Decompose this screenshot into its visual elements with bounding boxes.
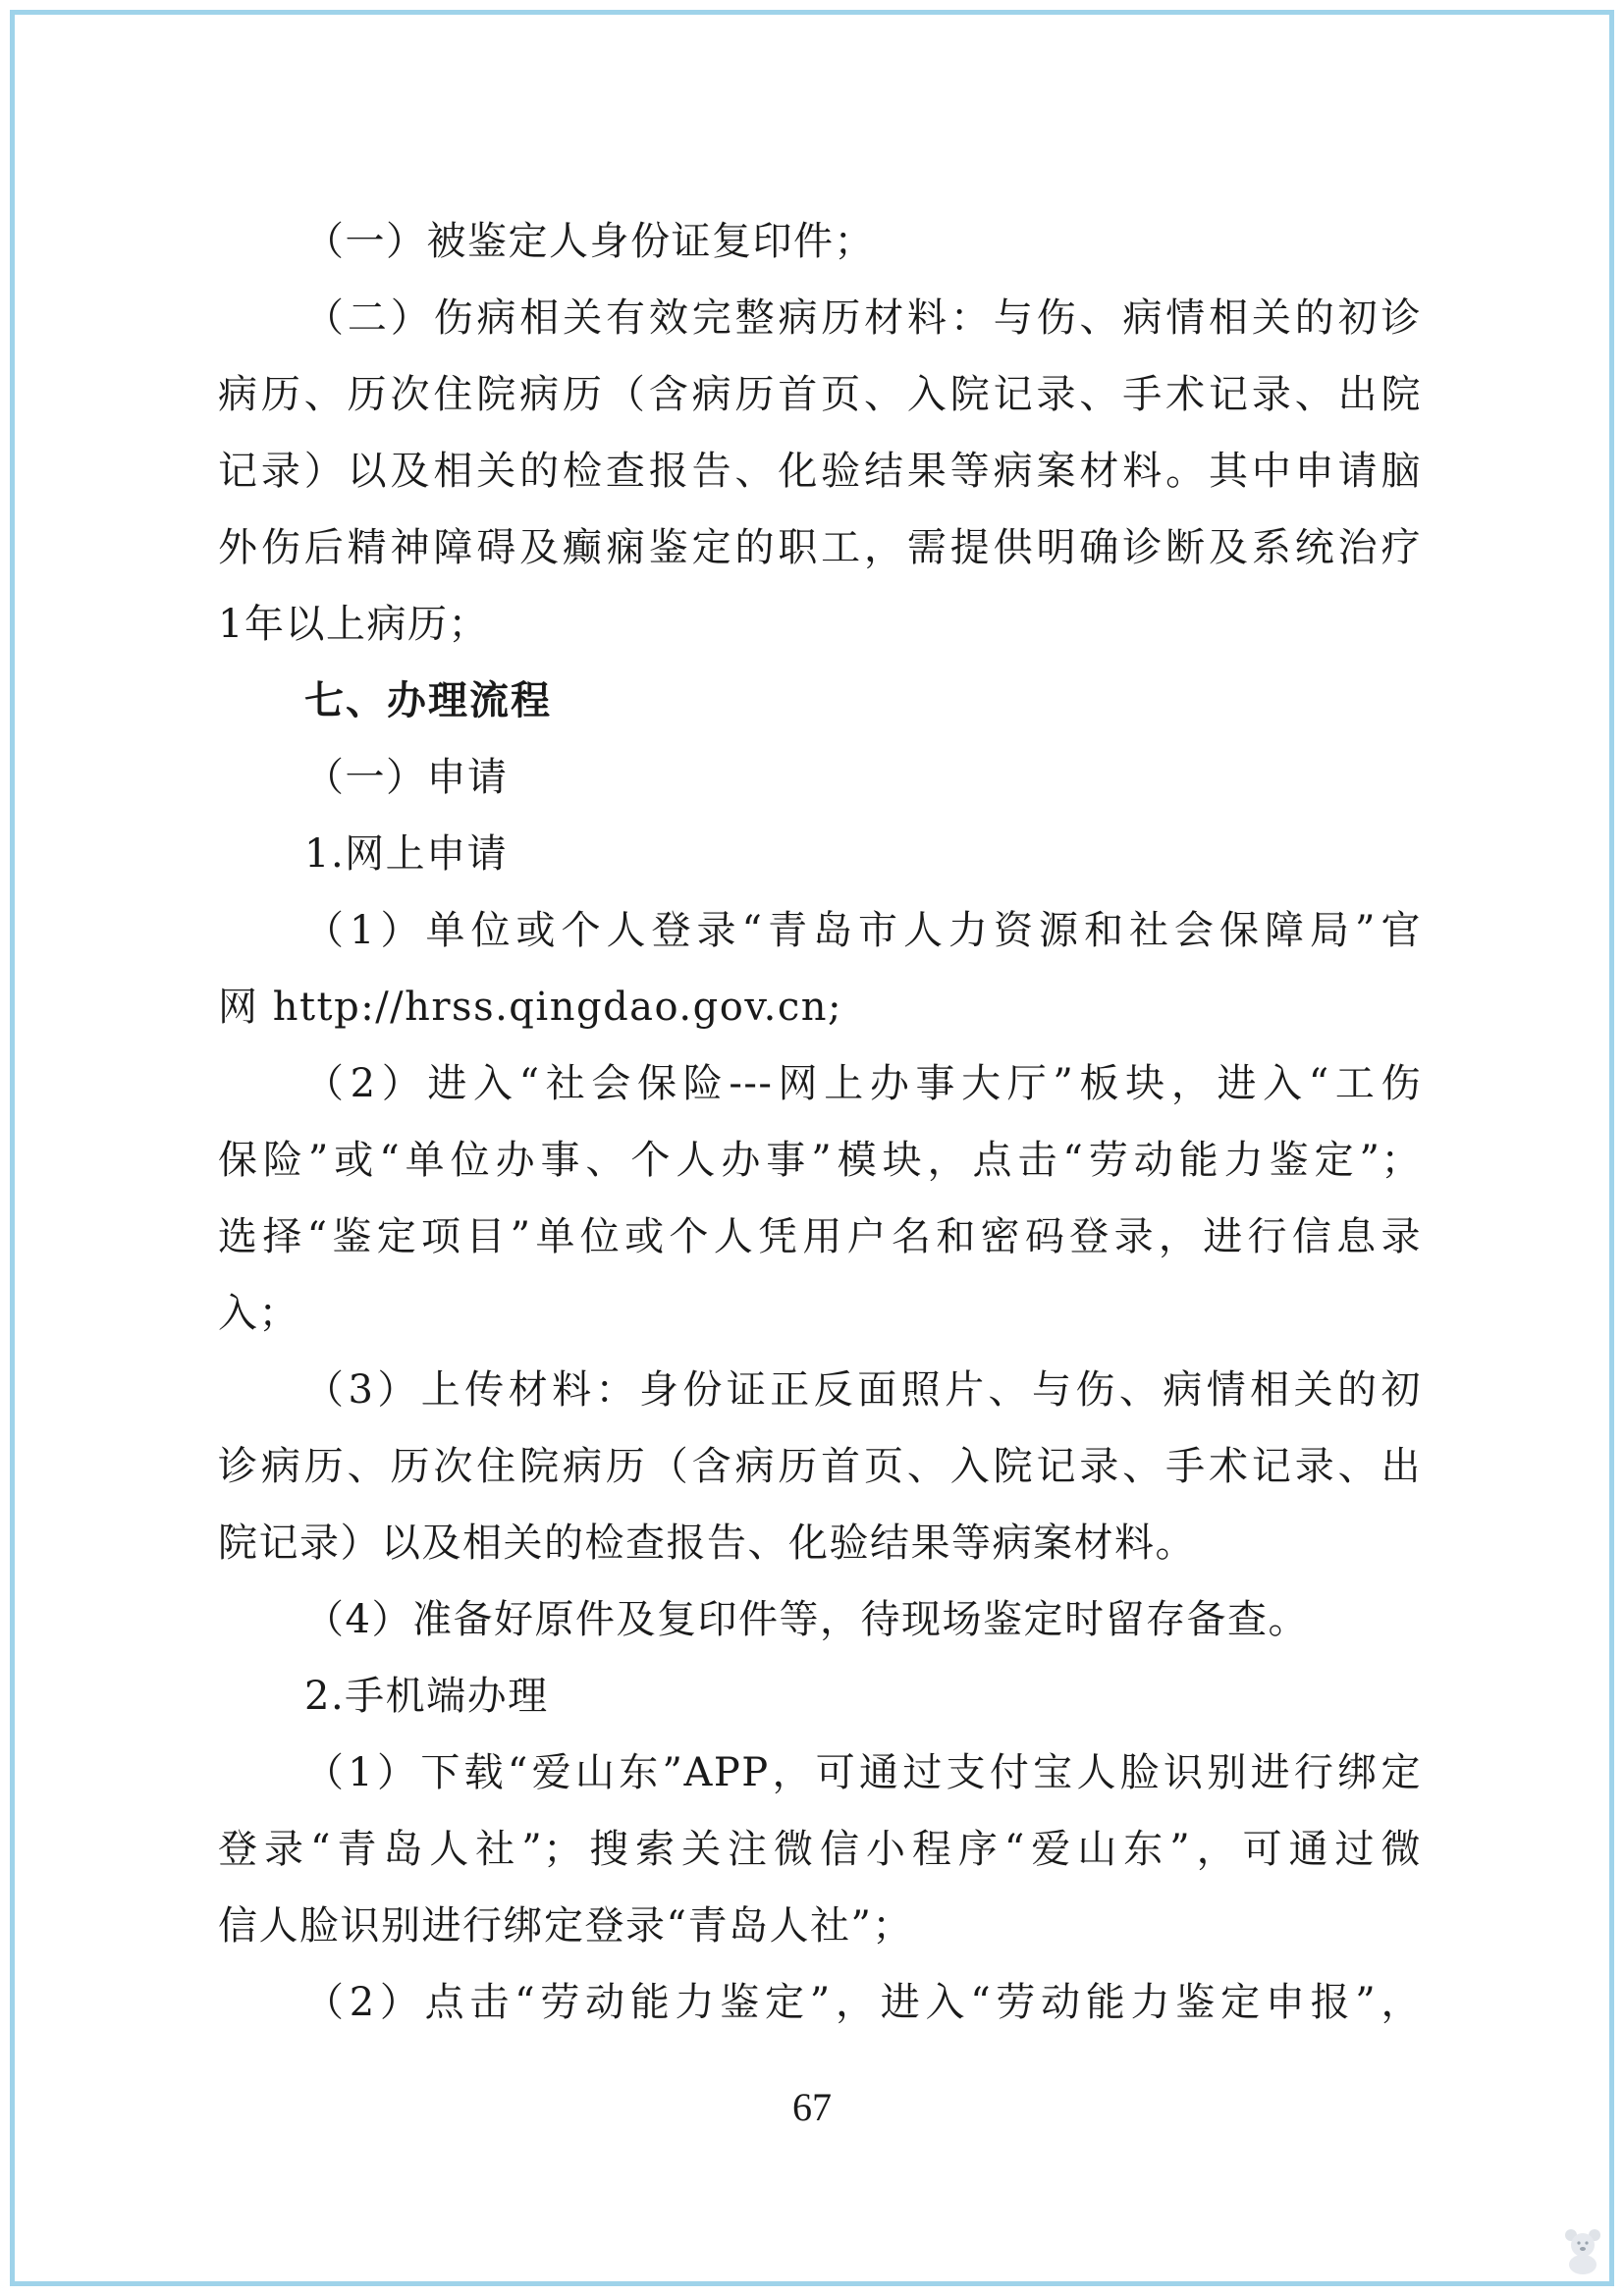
paragraph-line: （2）进入“社会保险---网上办事大厅”板块，进入“工伤 [304, 1061, 1422, 1106]
paragraph-line: 网 http://hrss.qingdao.gov.cn; [218, 985, 843, 1030]
paragraph-line: 记录）以及相关的检查报告、化验结果等病案材料。其中申请脑 [218, 449, 1422, 494]
subsection-heading: （一）申请 [304, 755, 509, 800]
paragraph-line: （1）下载“爱山东”APP，可通过支付宝人脸识别进行绑定 [304, 1750, 1422, 1795]
paragraph-line: 外伤后精神障碍及癫痫鉴定的职工，需提供明确诊断及系统治疗 [218, 525, 1422, 570]
page-number: 67 [792, 2085, 832, 2129]
paragraph-line: （1）单位或个人登录“青岛市人力资源和社会保障局”官 [304, 908, 1422, 953]
paragraph-line: 院记录）以及相关的检查报告、化验结果等病案材料。 [218, 1521, 1196, 1566]
paragraph-line: 1年以上病历； [218, 602, 489, 647]
paragraph-line: 入； [218, 1291, 299, 1336]
list-item: （一）被鉴定人身份证复印件； [304, 219, 875, 264]
paragraph-line: 病历、历次住院病历（含病历首页、入院记录、手术记录、出院 [218, 372, 1422, 417]
paragraph-line: 保险”或“单位办事、个人办事”模块，点击“劳动能力鉴定”； [218, 1138, 1422, 1183]
subsection-heading: 1.网上申请 [304, 831, 509, 877]
paragraph-line: （3）上传材料：身份证正反面照片、与伤、病情相关的初 [304, 1367, 1422, 1413]
paragraph-line: 信人脸识别进行绑定登录“青岛人社”； [218, 1903, 913, 1949]
paragraph-line: （二）伤病相关有效完整病历材料：与伤、病情相关的初诊 [304, 295, 1422, 341]
paragraph-line: 诊病历、历次住院病历（含病历首页、入院记录、手术记录、出 [218, 1444, 1422, 1489]
paragraph-line: 登录“青岛人社”；搜索关注微信小程序“爱山东”，可通过微 [218, 1827, 1422, 1872]
bear-watermark-icon [1561, 2225, 1604, 2274]
subsection-heading: 2.手机端办理 [304, 1674, 549, 1719]
paragraph-line: 选择“鉴定项目”单位或个人凭用户名和密码登录，进行信息录 [218, 1214, 1422, 1259]
paragraph-line: （4）准备好原件及复印件等，待现场鉴定时留存备查。 [304, 1597, 1309, 1642]
paragraph-line: （2）点击“劳动能力鉴定”，进入“劳动能力鉴定申报”， [304, 1980, 1422, 2025]
section-heading: 七、办理流程 [304, 678, 552, 723]
